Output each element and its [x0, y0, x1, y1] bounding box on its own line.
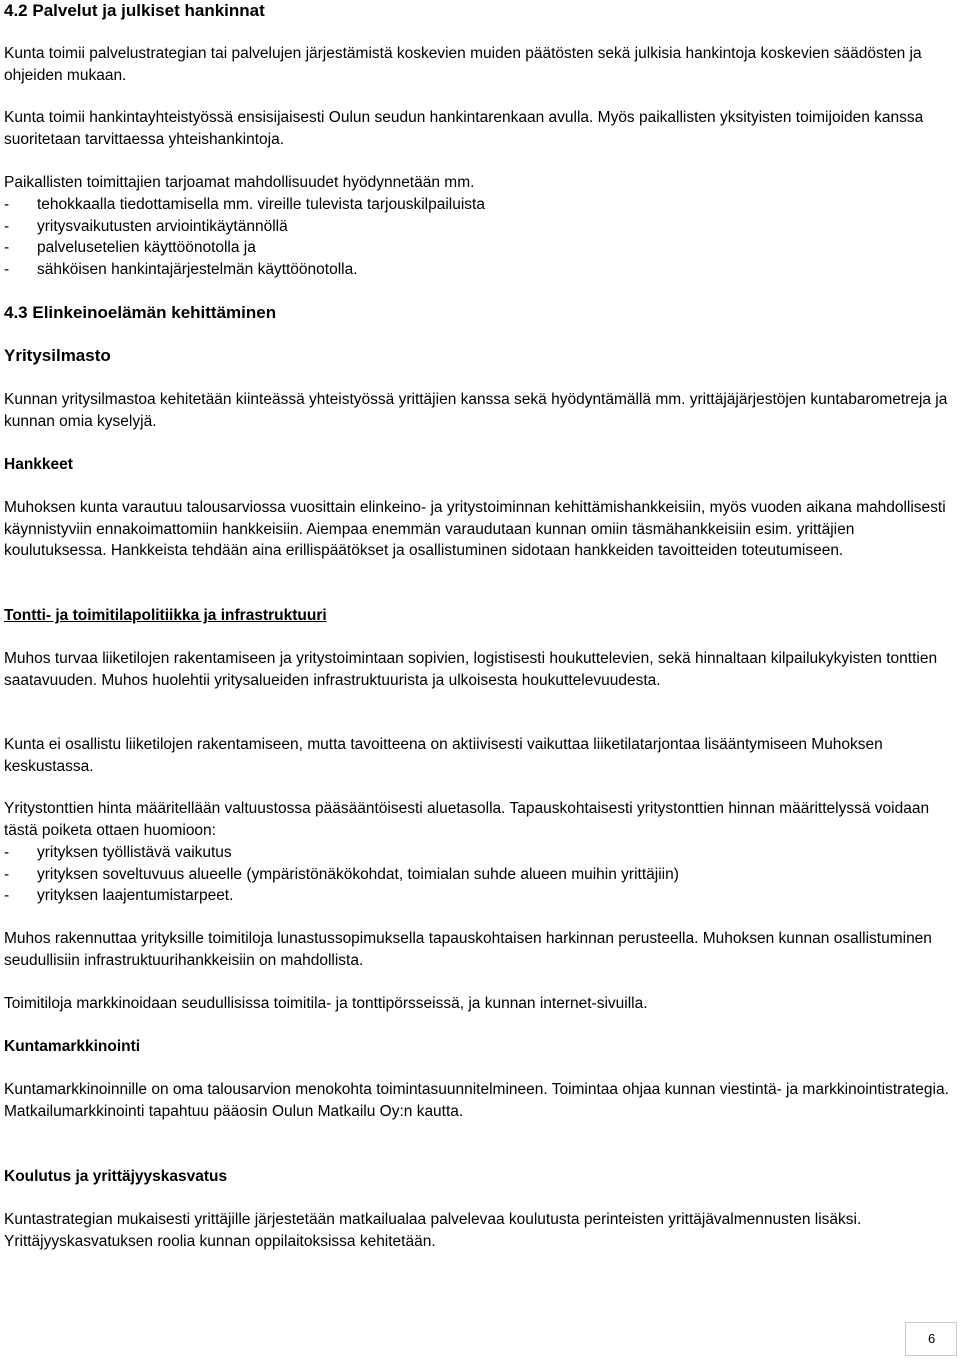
list-item-text: yrityksen laajentumistarpeet. — [37, 887, 234, 904]
subheading-kuntamarkkinointi: Kuntamarkkinointi — [4, 1038, 141, 1055]
list-item-text: sähköisen hankintajärjestelmän käyttöönotolla. — [37, 260, 358, 278]
section-heading-4-3: 4.3 Elinkeinoelämän kehittäminen — [4, 303, 277, 322]
list-item-text: yrityksen työllistävä vaikutus — [37, 844, 232, 861]
list-dash: - — [4, 865, 10, 883]
paragraph: Muhoksen kunta varautuu talousarviossa vuosittain elinkeino- ja yritystoiminnan kehittämishankkeisiin, myös vuoden aikana mahdollisesti käynnistyviin ennakoimattomiin hankkeisiin. Aiempaa enemmän varaudutaan kunnan omiin täsmähankkeisiin esim. yrittäjien koulutuksessa. Hankkeista tehdään aina erillispäätökset ja osallistuminen sidotaan hankkeiden tavoitteiden toteutumiseen. — [4, 499, 946, 559]
list-item — [4, 216, 954, 238]
list-dash: - — [4, 196, 10, 213]
list-item-text: palvelusetelien käyttöönotolla ja — [37, 239, 256, 256]
paragraph: Kunta toimii palvelustrategian tai palvelujen järjestämistä koskevien muiden päätösten sekä julkisia hankintoja koskevien säädösten ja ohjeiden mukaan. — [4, 45, 922, 84]
list-dash: - — [4, 217, 10, 235]
list-item — [4, 194, 954, 216]
list-item-text: tehokkaalla tiedottamisella mm. vireille tulevista tarjouskilpailuista — [37, 196, 485, 213]
list-item — [4, 237, 954, 259]
list-item-text: yrityksen soveltuvuus alueelle (ympäristönäkökohdat, toimialan suhde alueen muihin yrittäjiin) — [37, 865, 679, 883]
list-dash: - — [4, 887, 10, 904]
bullet-list — [4, 194, 954, 280]
paragraph: Kunta toimii hankintayhteistyössä ensisijaisesti Oulun seudun hankintarenkaan avulla. Myös paikallisten yksityisten toimijoiden kanssa suoritetaan tarvittaessa yhteishankintoja. — [4, 109, 924, 148]
subheading-yritysilmasto: Yritysilmasto — [4, 346, 111, 365]
paragraph: Muhos turvaa liiketilojen rakentamiseen ja yritystoimintaan sopivien, logistisesti houkuttelevien, sekä hinnaltaan kilpailukykyisten tonttien saatavuuden. Muhos huolehtii yritysalueiden infrastruktuurista ja ulkoisesta houkuttelevuudesta. — [4, 650, 938, 689]
page-number-box — [905, 1322, 957, 1356]
paragraph: Kunnan yritysilmastoa kehitetään kiinteässä yhteistyössä yrittäjien kanssa sekä hyödyntämällä mm. yrittäjäjärjestöjen kuntabarometreja ja kunnan omia kyselyjä. — [4, 391, 948, 430]
subheading-tontti: Tontti- ja toimitilapolitiikka ja infrastruktuuri — [4, 607, 327, 624]
list-item — [4, 842, 954, 864]
list-item — [4, 864, 954, 886]
list-dash: - — [4, 844, 10, 861]
subheading-koulutus: Koulutus ja yrittäjyyskasvatus — [4, 1168, 228, 1185]
page-number: 6 — [928, 1331, 936, 1346]
list-item — [4, 885, 954, 907]
subheading-hankkeet: Hankkeet — [4, 456, 73, 473]
list-item — [4, 259, 954, 281]
bullet-list — [4, 842, 954, 907]
paragraph: Paikallisten toimittajien tarjoamat mahdollisuudet hyödynnetään mm. — [4, 174, 475, 191]
list-dash: - — [4, 260, 10, 278]
paragraph: Kuntamarkkinoinnille on oma talousarvion menokohta toimintasuunnitelmineen. Toimintaa ohjaa kunnan viestintä- ja markkinointistrategia. Matkailumarkkinointi tapahtuu pääosin Oulun Matkailu Oy:n kautta. — [4, 1081, 949, 1120]
paragraph: Muhos rakennuttaa yrityksille toimitiloja lunastussopimuksella tapauskohtaisen harkinnan perusteella. Muhoksen kunnan osallistuminen seudullisiin infrastruktuurihankkeisiin on mahdollista. — [4, 930, 932, 969]
paragraph: Yritystonttien hinta määritellään valtuustossa pääsääntöisesti aluetasolla. Tapauskohtaisesti yritystonttien hinnan määrittelyssä voidaan tästä poiketa ottaen huomioon: — [4, 800, 930, 839]
paragraph: Kunta ei osallistu liiketilojen rakentamiseen, mutta tavoitteena on aktiivisesti vaikuttaa liiketilatarjontaa lisääntymiseen Muhoksen keskustassa. — [4, 736, 883, 775]
list-dash: - — [4, 239, 10, 256]
paragraph: Kuntastrategian mukaisesti yrittäjille järjestetään matkailualaa palvelevaa koulutusta perinteisten yrittäjävalmennusten lisäksi. Yrittäjyyskasvatuksen roolia kunnan oppilaitoksissa kehitetään. — [4, 1211, 862, 1250]
list-item-text: yritysvaikutusten arviointikäytännöllä — [37, 217, 288, 235]
paragraph: Toimitiloja markkinoidaan seudullisissa toimitila- ja tonttipörsseissä, ja kunnan internet-sivuilla. — [4, 995, 648, 1012]
section-heading-4-2: 4.2 Palvelut ja julkiset hankinnat — [4, 1, 265, 20]
